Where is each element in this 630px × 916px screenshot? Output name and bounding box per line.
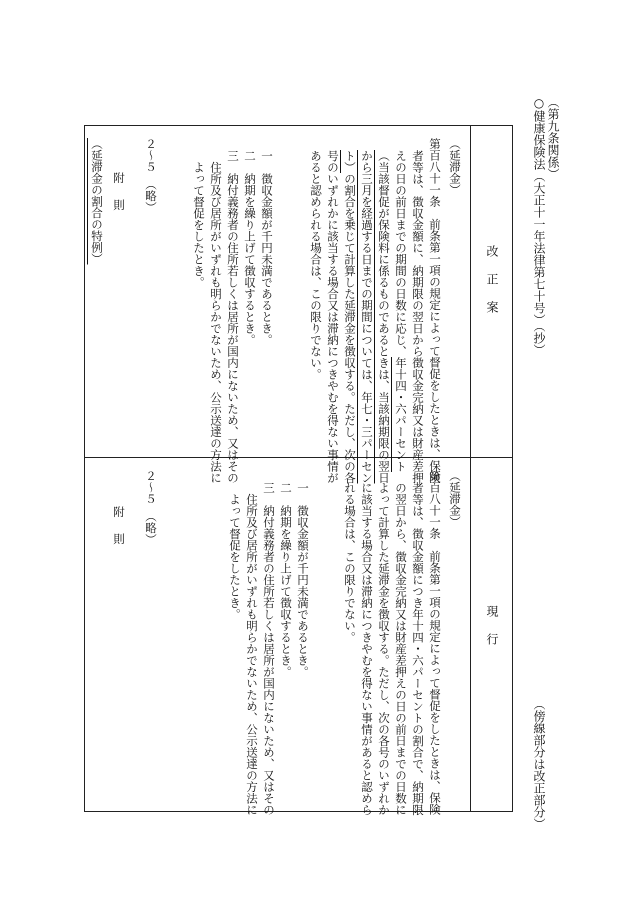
article-text: 号のいずれかに該当する場合又は滞納につきやむを得ない事情が <box>326 150 340 484</box>
item-line: 三 納付義務者の住所若しくは居所が国内にないため、又はその <box>226 150 240 484</box>
article-text: あると認められる場合は、この限りでない。 <box>309 150 323 380</box>
article-text: れる場合は、この限りでない。 <box>343 482 357 643</box>
article-text: 第百八十一条 前条第一項の規定によって督促をしたときは、保険 <box>428 138 442 483</box>
article-line <box>428 470 442 815</box>
article-text: に該当する場合又は滞納につきやむを得ない事情があると認めら <box>360 482 374 816</box>
item-line: よって督促をしたとき。 <box>228 482 242 620</box>
revised-caption: （延滞金） <box>448 138 462 196</box>
revised-supplement: 附 則 <box>112 172 126 213</box>
article-text: の割合を乗じて計算した延滞金を徴収する。ただし、次の各 <box>343 173 357 484</box>
article-line <box>343 482 357 643</box>
article-text: えの日の前日までの期間の日数に応じ、 <box>394 150 408 357</box>
item-line: 住所及び居所がいずれも明らかでないため、公示送達の方法に <box>209 150 223 484</box>
header-current: 現行 <box>485 605 499 661</box>
article-text: 第百八十一条 前条第一項の規定によって督促をしたときは、保険 <box>428 470 442 815</box>
header-revised: 改正案 <box>485 245 499 329</box>
item-line: よって督促をしたとき。 <box>192 150 206 288</box>
article-line <box>428 138 442 483</box>
amended-text: ト） <box>343 150 357 173</box>
article-line <box>411 150 425 484</box>
item-line: 住所及び居所がいずれも明らかでないため、公示送達の方法に <box>245 482 259 816</box>
amended-text: 年十四・六パーセント <box>394 357 408 472</box>
article-text: 者等は、徴収金額につき年十四・六パーセントの割合で、納期限 <box>411 482 425 816</box>
table-top-border <box>84 125 513 126</box>
article-text: の翌日から、徴収金完納又は財産差押えの日の前日までの日数に <box>394 482 408 816</box>
revised-special-caption: （延滞金の割合の特例） <box>90 138 104 265</box>
article-line <box>377 150 391 484</box>
article-line <box>360 150 374 484</box>
article-line <box>377 482 391 816</box>
revised-omit: ２～５ （略） <box>144 138 158 213</box>
column-divider <box>84 457 513 458</box>
current-caption: （延滞金） <box>448 470 462 528</box>
page-subtitle: （第九条関係） <box>546 96 560 180</box>
current-omit: ２～５ （略） <box>144 470 158 545</box>
table-right-border <box>512 125 513 811</box>
amended-text: から三月を経過する日までの期間については、年七・三パーセン <box>360 150 374 484</box>
revision-note: （傍線部分は改正部分） <box>532 698 546 830</box>
article-line <box>411 482 425 816</box>
item-line: 二 納期を繰り上げて徴収するとき。 <box>279 482 293 678</box>
item-line: 一 徴収金額が千円未満であるとき。 <box>260 150 274 346</box>
item-line: 一 徴収金額が千円未満であるとき。 <box>296 482 310 678</box>
article-text: よって計算した延滞金を徴収する。ただし、次の各号のいずれか <box>377 482 391 816</box>
current-supplement: 附 則 <box>112 506 126 547</box>
page-title: ○健康保険法（大正十一年法律第七十号）（抄） <box>532 96 546 356</box>
article-line <box>394 482 408 816</box>
article-line <box>360 482 374 816</box>
amended-text: （当該督促が保険料に係るものであるときは、当該納期限の翌日 <box>377 150 391 484</box>
article-line <box>394 150 408 472</box>
article-line <box>309 150 323 380</box>
article-line <box>326 150 340 484</box>
table-left-border <box>84 125 85 811</box>
item-line: 二 納期を繰り上げて徴収するとき。 <box>243 150 257 346</box>
table-bottom-border <box>84 811 513 812</box>
article-text: 者等は、徴収金額に、納期限の翌日から徴収金完納又は財産差押 <box>411 150 425 484</box>
header-divider <box>470 125 471 811</box>
article-line <box>343 150 357 484</box>
item-line: 三 納付義務者の住所若しくは居所が国内にないため、又はその <box>262 482 276 816</box>
